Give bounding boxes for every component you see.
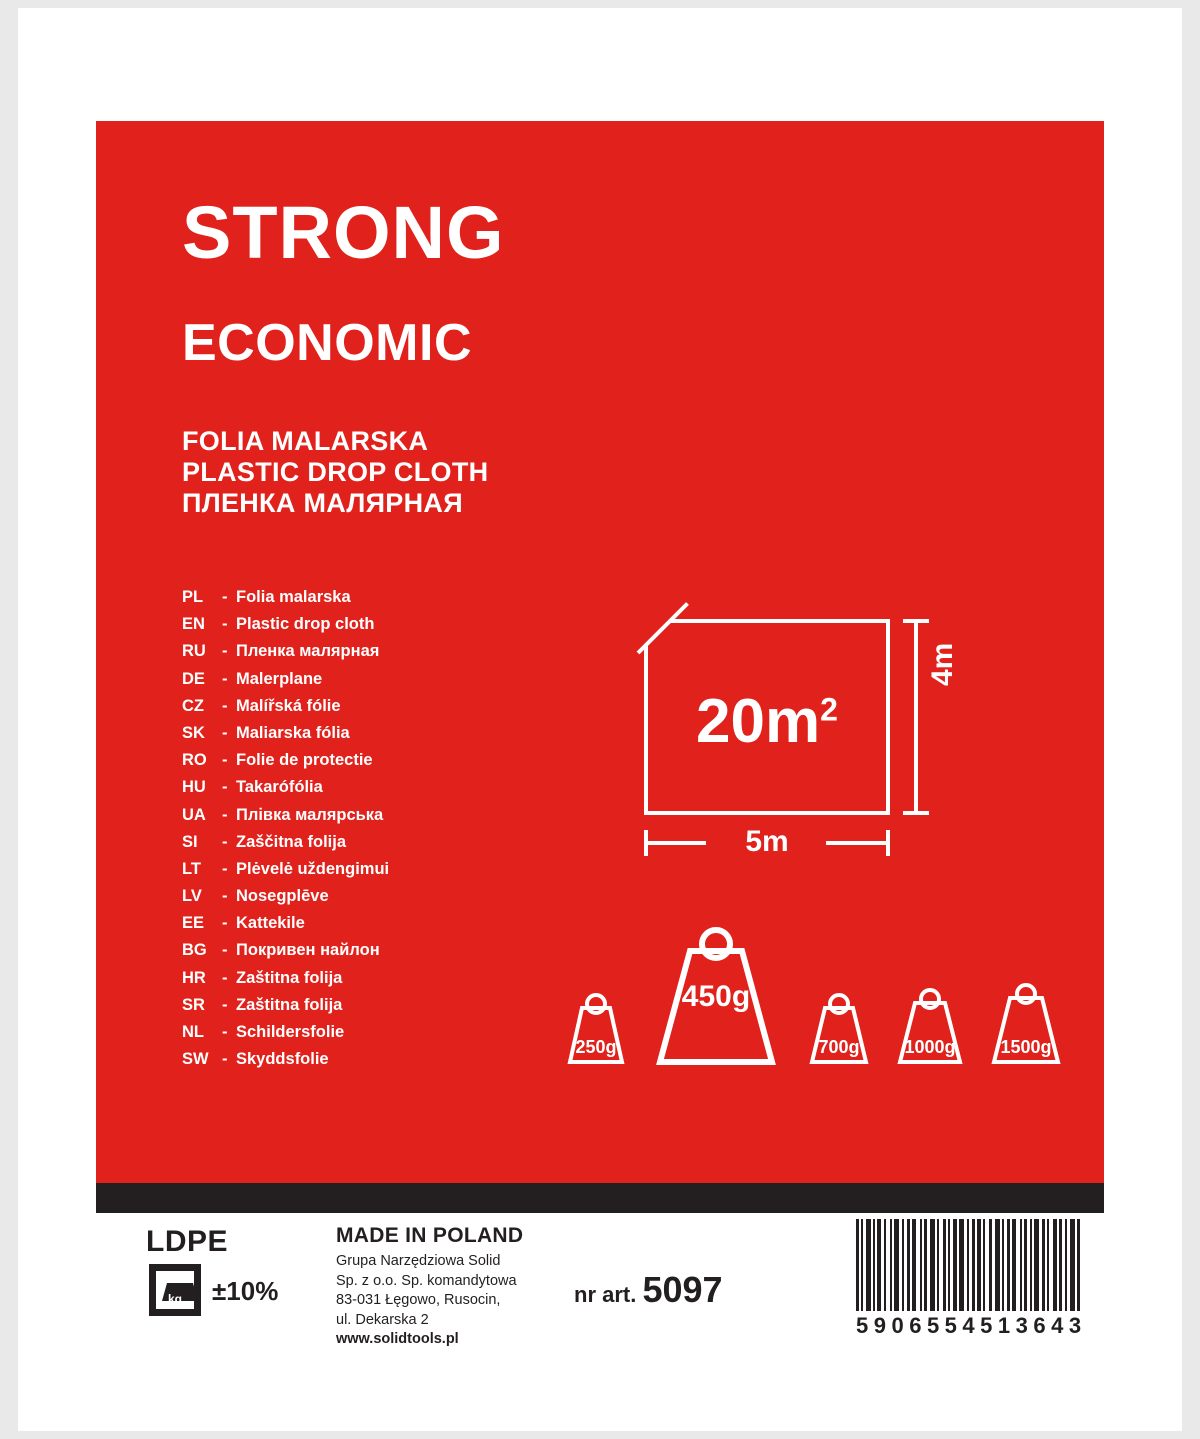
language-name: Skyddsfolie <box>236 1050 329 1069</box>
weight-tolerance-icon-inner <box>156 1271 194 1309</box>
language-dash: - <box>222 805 228 824</box>
height-dimension-line <box>914 619 918 815</box>
language-list <box>182 588 562 1077</box>
area-exponent: 2 <box>820 691 838 728</box>
language-dash: - <box>222 914 228 933</box>
language-name: Zaščitna folija <box>236 832 347 851</box>
language-name: Plastic drop cloth <box>236 615 375 634</box>
width-dimension-label: 5m <box>745 825 789 858</box>
kg-text: kg <box>167 1292 182 1306</box>
area-value <box>644 687 890 756</box>
material-code: LDPE <box>146 1225 229 1258</box>
company-line: Grupa Narzędziowa Solid <box>336 1253 501 1269</box>
language-row <box>182 806 562 833</box>
company-line: ul. Dekarska 2 <box>336 1311 429 1328</box>
language-code: HU <box>182 778 206 797</box>
weight-label: 250g <box>575 1037 617 1057</box>
language-code: UA <box>182 805 206 824</box>
description-line-ru: ПЛЕНКА МАЛЯРНАЯ <box>182 488 463 519</box>
company-line: Sp. z o.o. Sp. komandytowa <box>336 1272 517 1289</box>
language-name: Kattekile <box>236 914 305 933</box>
language-row <box>182 697 562 724</box>
language-dash: - <box>222 669 228 688</box>
language-code: RO <box>182 751 207 770</box>
article-number <box>574 1269 723 1311</box>
language-code: PL <box>182 588 204 606</box>
language-dash: - <box>222 1050 228 1069</box>
language-row <box>182 887 562 914</box>
barcode-bars <box>856 1219 1084 1311</box>
weight-option-450g <box>640 921 792 1066</box>
language-name: Folie de protectie <box>236 751 373 770</box>
red-panel <box>96 121 1104 1183</box>
language-code: HR <box>182 968 206 987</box>
language-name: Malířská fólie <box>236 696 341 715</box>
language-name: Malerplane <box>236 669 323 688</box>
weight-label-selected: 450g <box>681 980 751 1013</box>
language-name: Пленка малярная <box>236 642 380 661</box>
barcode-digits: 5906554513643 <box>856 1313 1087 1338</box>
brand-title: STRONG <box>182 191 505 274</box>
language-row <box>182 724 562 751</box>
language-row <box>182 969 562 996</box>
language-name: Zaštitna folija <box>236 995 343 1014</box>
language-dash: - <box>222 723 228 742</box>
area-number: 20m <box>696 687 821 756</box>
language-row <box>182 670 562 697</box>
language-code: RU <box>182 642 206 661</box>
weight-label: 700g <box>818 1037 860 1057</box>
language-row <box>182 778 562 805</box>
product-description-block <box>182 426 488 519</box>
language-dash: - <box>222 832 228 851</box>
tolerance-value: ±10% <box>212 1276 279 1306</box>
company-line: 83-031 Łęgowo, Rusocin, <box>336 1292 501 1309</box>
language-dash: - <box>222 1023 228 1041</box>
language-name: Plėvelė uždengimui <box>236 859 390 878</box>
language-row <box>182 996 562 1023</box>
language-dash: - <box>222 642 228 661</box>
language-name: Покривен найлон <box>236 941 380 960</box>
dimension-diagram <box>636 601 1036 901</box>
language-row <box>182 588 562 615</box>
language-code: CZ <box>182 696 204 715</box>
language-row <box>182 751 562 778</box>
weight-label: 1500g <box>1000 1037 1052 1057</box>
language-code: LV <box>182 887 202 906</box>
description-line-pl: FOLIA MALARSKA <box>182 426 429 456</box>
language-row <box>182 615 562 642</box>
weight-option-1000g <box>886 969 974 1066</box>
weight-option-1500g <box>980 964 1072 1066</box>
language-dash: - <box>222 968 228 987</box>
language-code: SR <box>182 995 205 1014</box>
language-code: LT <box>182 859 201 878</box>
weight-label: 1000g <box>904 1037 956 1057</box>
language-row <box>182 1023 562 1050</box>
language-code: EN <box>182 615 205 634</box>
language-code: SW <box>182 1050 209 1069</box>
article-label: nr art. <box>574 1282 637 1307</box>
language-dash: - <box>222 588 228 606</box>
language-dash: - <box>222 751 228 770</box>
weight-option-250g <box>556 974 636 1066</box>
height-dimension-label: 4m <box>926 642 959 686</box>
language-code: DE <box>182 669 205 688</box>
language-row <box>182 860 562 887</box>
language-code: SI <box>182 832 198 851</box>
language-name: Zaštitna folija <box>236 968 343 987</box>
language-dash: - <box>222 615 228 634</box>
weight-tolerance-icon <box>149 1264 201 1316</box>
language-code: SK <box>182 723 205 742</box>
language-row <box>182 914 562 941</box>
language-dash: - <box>222 941 228 960</box>
language-row <box>182 1050 562 1077</box>
language-row <box>182 642 562 669</box>
description-line-en: PLASTIC DROP CLOTH <box>182 457 489 488</box>
article-value: 5097 <box>642 1269 723 1310</box>
weight-options <box>556 921 1052 1066</box>
language-name: Nosegplēve <box>236 887 329 906</box>
language-code: EE <box>182 914 205 933</box>
divider-bar <box>96 1183 1104 1213</box>
language-name: Maliarska fólia <box>236 723 350 742</box>
label-page <box>18 8 1182 1431</box>
language-name: Folia malarska <box>236 588 351 606</box>
company-address <box>336 1252 517 1350</box>
language-name: Schildersfolie <box>236 1023 345 1041</box>
language-dash: - <box>222 859 228 878</box>
language-code: NL <box>182 1023 204 1041</box>
language-code: BG <box>182 941 207 960</box>
language-row <box>182 941 562 968</box>
product-line-title: ECONOMIC <box>182 314 472 372</box>
language-dash: - <box>222 778 228 797</box>
product-label <box>96 121 1104 1348</box>
language-dash: - <box>222 887 228 906</box>
made-in-label: MADE IN POLAND <box>336 1224 524 1247</box>
weight-option-700g <box>798 974 880 1066</box>
language-name: Takarófólia <box>236 778 323 797</box>
barcode <box>856 1219 1087 1339</box>
language-row <box>182 833 562 860</box>
company-website[interactable]: www.solidtools.pl <box>336 1331 459 1348</box>
language-name: Плівка малярська <box>236 805 384 824</box>
language-dash: - <box>222 696 228 715</box>
language-dash: - <box>222 995 228 1014</box>
